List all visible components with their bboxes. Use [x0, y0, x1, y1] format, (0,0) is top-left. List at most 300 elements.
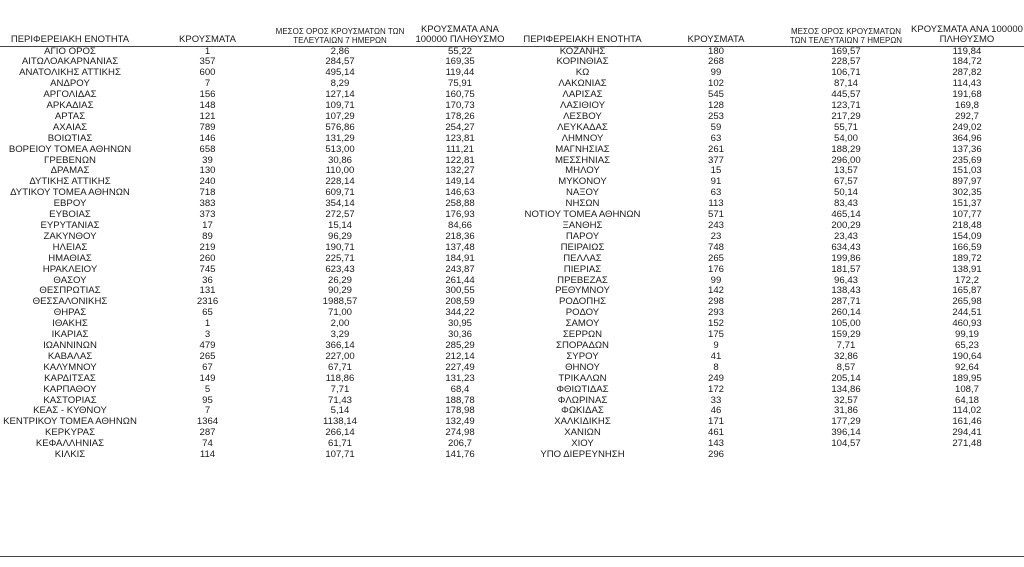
- table-body-right: [515, 46, 1024, 461]
- per100k-cell: 68,4: [450, 384, 470, 395]
- region-cell: ΘΗΡΑΣ: [53, 308, 87, 319]
- region-cell: ΚΑΡΠΑΘΟΥ: [43, 384, 97, 395]
- region-cell: ΑΓΙΟ ΟΡΟΣ: [44, 46, 96, 57]
- per100k-cell: 169,8: [954, 101, 979, 112]
- region-cell: ΧΑΛΚΙΔΙΚΗΣ: [554, 417, 611, 428]
- avg7-cell: 495,14: [325, 68, 355, 79]
- table-row: [0, 232, 515, 243]
- avg7-cell: 634,43: [831, 242, 861, 253]
- avg7-cell: 205,14: [831, 373, 861, 384]
- cases-cell: 748: [707, 242, 724, 253]
- region-cell: ΚΑΣΤΟΡΙΑΣ: [43, 395, 97, 406]
- table-row: [515, 232, 1024, 243]
- per100k-cell: 189,72: [952, 253, 982, 264]
- cases-cell: 377: [707, 155, 724, 166]
- per100k-cell: 300,55: [445, 286, 475, 297]
- cases-cell: 293: [707, 308, 724, 319]
- region-cell: ΠΙΕΡΙΑΣ: [563, 264, 602, 275]
- cases-cell: 3: [204, 330, 211, 341]
- table-row: [515, 286, 1024, 297]
- avg7-cell: 30,86: [327, 155, 352, 166]
- cases-cell: 113: [708, 199, 724, 210]
- table-row: [0, 123, 515, 134]
- region-cell: ΑΡΤΑΣ: [54, 111, 86, 122]
- avg7-cell: 445,57: [831, 90, 861, 101]
- region-cell: ΑΧΑΪΑΣ: [52, 122, 88, 133]
- cases-cell: 89: [202, 231, 213, 242]
- table-row: [0, 385, 515, 396]
- per100k-cell: 265,98: [952, 297, 982, 308]
- avg7-cell: 287,71: [831, 297, 861, 308]
- avg7-cell: 396,14: [831, 428, 861, 439]
- cases-cell: 17: [202, 221, 213, 231]
- region-cell: ΚΕΑΣ - ΚΥΘΝΟΥ: [33, 406, 107, 417]
- table-header-row: [0, 0, 515, 46]
- cases-cell: 253: [707, 111, 724, 122]
- region-cell: ΤΡΙΚΑΛΩΝ: [558, 373, 607, 384]
- avg7-cell: 106,71: [831, 68, 861, 79]
- avg7-cell: 32,57: [833, 395, 858, 406]
- region-cell: ΠΑΡΟΥ: [565, 231, 600, 242]
- avg7-cell: 109,71: [325, 101, 355, 112]
- per100k-cell: 151,37: [952, 199, 982, 210]
- per100k-cell: 131,23: [445, 373, 475, 384]
- table-row: [0, 374, 515, 385]
- region-cell: ΘΕΣΣΑΛΟΝΙΚΗΣ: [32, 297, 108, 308]
- table-row: [0, 145, 515, 156]
- region-cell: ΦΩΚΙΔΑΣ: [561, 406, 604, 417]
- table-row: [0, 297, 515, 308]
- cases-cell: 268: [707, 57, 724, 68]
- per100k-cell: 190,64: [952, 351, 982, 362]
- cases-cell: 176: [707, 264, 724, 275]
- avg7-cell: 1138,14: [323, 417, 357, 428]
- avg7-cell: [782, 450, 910, 461]
- table-row: [515, 134, 1024, 145]
- region-cell: ΚΑΛΥΜΝΟΥ: [43, 362, 97, 373]
- avg7-cell: 71,43: [327, 395, 352, 406]
- avg7-cell: 2,00: [330, 319, 350, 330]
- per100k-cell: 92,64: [954, 362, 979, 373]
- avg7-cell: 13,57: [833, 166, 858, 177]
- per100k-cell: 132,27: [445, 166, 475, 177]
- avg7-cell: 8,29: [330, 79, 350, 90]
- cases-cell: 9: [713, 340, 719, 351]
- table-row: [515, 177, 1024, 188]
- cases-cell: 5: [204, 384, 211, 395]
- cases-cell: 175: [707, 330, 724, 341]
- avg7-cell: 83,43: [833, 199, 858, 210]
- header-avg7: ΜΕΣΟΣ ΟΡΟΣ ΚΡΟΥΣΜΑΤΩΝ ΤΩΝ ΤΕΛΕΥΤΑΙΩΝ 7 ΗΜΕΡΩΝ: [275, 0, 405, 46]
- avg7-cell: 3,29: [330, 330, 350, 341]
- table-row: [515, 363, 1024, 374]
- table-row: [0, 450, 515, 461]
- region-cell: ΒΟΡΕΙΟΥ ΤΟΜΕΑ ΑΘΗΝΩΝ: [8, 144, 132, 155]
- cases-cell: 148: [199, 101, 216, 112]
- cases-cell: 260: [199, 253, 216, 264]
- cases-cell: 243: [707, 221, 724, 231]
- per100k-cell: 344,22: [445, 308, 475, 319]
- region-cell: ΑΡΚΑΔΙΑΣ: [46, 101, 94, 112]
- avg7-cell: 177,29: [831, 417, 861, 428]
- table-row: [0, 363, 515, 374]
- avg7-cell: 217,29: [831, 111, 861, 122]
- cases-cell: 373: [199, 210, 216, 221]
- region-cell: ΗΜΑΘΙΑΣ: [48, 253, 92, 264]
- cases-cell: 383: [199, 199, 216, 210]
- table-row: [0, 68, 515, 79]
- region-cell: ΙΘΑΚΗΣ: [52, 319, 88, 330]
- per100k-cell: 30,36: [447, 330, 472, 341]
- table-row: [0, 210, 515, 221]
- region-cell: ΕΥΡΥΤΑΝΙΑΣ: [40, 221, 100, 231]
- region-cell: ΘΕΣΠΡΩΤΙΑΣ: [39, 286, 101, 297]
- table-row: [515, 123, 1024, 134]
- cases-cell: 298: [707, 297, 724, 308]
- per100k-cell: 176,93: [445, 210, 475, 221]
- table-row: [0, 396, 515, 407]
- cases-cell: 41: [710, 351, 722, 362]
- header-per100k: ΚΡΟΥΣΜΑΤΑ ΑΝΑ 100000 ΠΛΗΘΥΣΜΟ: [910, 0, 1024, 46]
- cases-cell: 99: [710, 68, 722, 79]
- region-cell: ΧΑΝΙΩΝ: [564, 428, 601, 439]
- table-row: [0, 57, 515, 68]
- per100k-cell: 138,91: [952, 264, 982, 275]
- cases-cell: 143: [707, 439, 724, 450]
- table-row: [515, 330, 1024, 341]
- table-row: [515, 79, 1024, 90]
- header-region: ΠΕΡΙΦΕΡΕΙΑΚΗ ΕΝΟΤΗΤΑ: [0, 0, 140, 46]
- cases-cell: 2316: [196, 297, 219, 308]
- per100k-cell: 154,09: [952, 231, 982, 242]
- header-cases: ΚΡΟΥΣΜΑΤΑ: [650, 0, 782, 46]
- avg7-cell: 90,29: [327, 286, 352, 297]
- region-cell: ΔΡΑΜΑΣ: [50, 166, 90, 177]
- table-row: [515, 46, 1024, 57]
- per100k-cell: 84,66: [447, 221, 472, 231]
- avg7-cell: 50,14: [833, 188, 858, 199]
- region-cell: ΚΑΡΔΙΤΣΑΣ: [44, 373, 96, 384]
- region-cell: ΔΥΤΙΚΗΣ ΑΤΤΙΚΗΣ: [29, 177, 111, 188]
- table-row: [515, 450, 1024, 461]
- region-cell: ΙΩΑΝΝΙΝΩΝ: [43, 340, 97, 351]
- region-cell: ΣΑΜΟΥ: [565, 319, 600, 330]
- cases-cell: 95: [202, 395, 213, 406]
- region-cell: ΠΡΕΒΕΖΑΣ: [557, 275, 608, 286]
- region-cell: ΛΕΣΒΟΥ: [563, 111, 602, 122]
- table-row: [0, 439, 515, 450]
- region-cell: ΣΠΟΡΑΔΩΝ: [556, 340, 609, 351]
- region-cell: ΜΑΓΝΗΣΙΑΣ: [555, 144, 610, 155]
- avg7-cell: 23,43: [833, 231, 858, 242]
- cases-cell: 156: [199, 90, 216, 101]
- per100k-cell: 65,23: [954, 340, 979, 351]
- cases-cell: 789: [199, 122, 216, 133]
- region-cell: ΗΡΑΚΛΕΙΟΥ: [42, 264, 98, 275]
- cases-cell: 479: [199, 340, 216, 351]
- avg7-cell: 1988,57: [322, 297, 358, 308]
- avg7-cell: 32,86: [833, 351, 858, 362]
- per100k-cell: 160,75: [445, 90, 475, 101]
- avg7-cell: 96,43: [833, 275, 858, 286]
- region-cell: ΜΕΣΣΗΝΙΑΣ: [554, 155, 611, 166]
- table-row: [515, 374, 1024, 385]
- table-row: [0, 177, 515, 188]
- region-cell: ΑΝΑΤΟΛΙΚΗΣ ΑΤΤΙΚΗΣ: [19, 68, 121, 79]
- avg7-cell: 190,71: [325, 242, 355, 253]
- region-cell: ΣΕΡΡΩΝ: [562, 330, 603, 341]
- cases-cell: 745: [199, 264, 216, 275]
- avg7-cell: 576,86: [325, 122, 355, 133]
- avg7-cell: 67,71: [327, 362, 352, 373]
- avg7-cell: 272,57: [325, 210, 355, 221]
- per100k-cell: 274,98: [445, 428, 475, 439]
- avg7-cell: 284,57: [325, 57, 355, 68]
- per100k-cell: 165,87: [952, 286, 982, 297]
- cases-cell: 131: [199, 286, 216, 297]
- table-row: [0, 243, 515, 254]
- per100k-cell: 55,22: [447, 46, 472, 57]
- cases-cell: 718: [199, 188, 216, 199]
- table-row: [0, 101, 515, 112]
- per100k-cell: 108,7: [954, 384, 979, 395]
- cases-cell: 658: [199, 144, 216, 155]
- avg7-cell: 228,57: [831, 57, 861, 68]
- avg7-cell: 7,71: [836, 340, 856, 351]
- avg7-cell: 118,86: [325, 373, 355, 384]
- table-row: [0, 341, 515, 352]
- table-row: [515, 417, 1024, 428]
- table-row: [0, 308, 515, 319]
- per100k-cell: 119,44: [445, 68, 475, 79]
- cases-cell: 180: [707, 46, 724, 57]
- per100k-cell: 137,48: [445, 242, 475, 253]
- region-cell: ΗΛΕΙΑΣ: [52, 242, 88, 253]
- cases-cell: 91: [710, 177, 722, 188]
- table-row: [0, 406, 515, 417]
- cases-cell: 39: [202, 155, 213, 166]
- avg7-cell: 181,57: [831, 264, 861, 275]
- cases-cell: 36: [202, 275, 213, 286]
- per100k-cell: 114,02: [952, 406, 982, 417]
- region-cell: ΛΑΚΩΝΙΑΣ: [558, 79, 607, 90]
- per100k-cell: 218,48: [952, 221, 982, 231]
- table-row: [515, 308, 1024, 319]
- per100k-cell: 254,27: [445, 122, 475, 133]
- per100k-cell: 64,18: [954, 395, 979, 406]
- cases-cell: 152: [707, 319, 724, 330]
- region-cell: ΣΥΡΟΥ: [566, 351, 599, 362]
- per100k-cell: 294,41: [952, 428, 982, 439]
- region-cell: ΝΗΣΩΝ: [565, 199, 600, 210]
- table-row: [515, 210, 1024, 221]
- per100k-cell: 258,88: [445, 199, 475, 210]
- region-cell: ΡΕΘΥΜΝΟΥ: [555, 286, 610, 297]
- cases-table-right: [515, 0, 1024, 461]
- per100k-cell: 302,35: [952, 188, 982, 199]
- cases-cell: 571: [707, 210, 724, 221]
- cases-cell: 240: [199, 177, 216, 188]
- avg7-cell: 131,29: [325, 133, 355, 144]
- cases-cell: 600: [199, 68, 216, 79]
- region-cell: ΕΒΡΟΥ: [53, 199, 87, 210]
- cases-cell: 7: [204, 79, 211, 90]
- avg7-cell: 96,29: [327, 231, 352, 242]
- avg7-cell: 7,71: [330, 384, 350, 395]
- cases-cell: 146: [199, 133, 216, 144]
- cases-cell: 265: [707, 253, 724, 264]
- cases-cell: 74: [202, 439, 213, 450]
- region-cell: ΚΕΡΚΥΡΑΣ: [44, 428, 95, 439]
- table-row: [515, 265, 1024, 276]
- region-cell: ΛΑΡΙΣΑΣ: [562, 90, 603, 101]
- region-cell: ΚΟΡΙΝΘΙΑΣ: [556, 57, 609, 68]
- per100k-cell: 244,51: [952, 308, 982, 319]
- region-cell: ΑΝΔΡΟΥ: [50, 79, 90, 90]
- per100k-cell: 178,98: [445, 406, 475, 417]
- region-cell: ΑΙΤΩΛΟΑΚΑΡΝΑΝΙΑΣ: [21, 57, 119, 68]
- cases-cell: 102: [707, 79, 724, 90]
- per100k-cell: 212,14: [445, 351, 475, 362]
- per100k-cell: 364,96: [952, 133, 982, 144]
- cases-cell: 287: [199, 428, 216, 439]
- table-row: [515, 68, 1024, 79]
- avg7-cell: 366,14: [325, 340, 355, 351]
- per100k-cell: 271,48: [952, 439, 982, 450]
- table-row: [0, 134, 515, 145]
- region-cell: ΛΗΜΝΟΥ: [561, 133, 604, 144]
- cases-cell: 296: [707, 450, 724, 461]
- avg7-cell: 71,00: [327, 308, 352, 319]
- table-row: [515, 428, 1024, 439]
- per100k-cell: 287,82: [952, 68, 982, 79]
- per100k-cell: 897,97: [952, 177, 982, 188]
- cases-cell: 142: [707, 286, 724, 297]
- per100k-cell: 146,63: [445, 188, 475, 199]
- cases-cell: 114: [199, 450, 216, 461]
- avg7-cell: 8,57: [836, 362, 856, 373]
- region-cell: ΜΗΛΟΥ: [565, 166, 600, 177]
- avg7-cell: 110,00: [325, 166, 355, 177]
- per100k-cell: 208,59: [445, 297, 475, 308]
- avg7-cell: 107,29: [325, 111, 355, 122]
- avg7-cell: 159,29: [831, 330, 861, 341]
- region-cell: ΑΡΓΟΛΙΔΑΣ: [43, 90, 97, 101]
- per100k-cell: 172,2: [954, 275, 979, 286]
- per100k-cell: 132,49: [445, 417, 475, 428]
- per100k-cell: 184,72: [952, 57, 982, 68]
- avg7-cell: 199,86: [831, 253, 861, 264]
- per100k-cell: 235,69: [952, 155, 982, 166]
- per100k-cell: 249,02: [952, 122, 982, 133]
- avg7-cell: 15,14: [327, 221, 352, 231]
- cases-cell: 171: [707, 417, 724, 428]
- region-cell: ΚΩ: [575, 68, 590, 79]
- per100k-cell: 119,84: [952, 46, 982, 57]
- avg7-cell: 107,71: [325, 450, 355, 461]
- cases-cell: 545: [707, 90, 724, 101]
- region-cell: ΠΕΙΡΑΙΩΣ: [560, 242, 605, 253]
- table-row: [0, 79, 515, 90]
- cases-cell: 249: [707, 373, 724, 384]
- cases-cell: 130: [199, 166, 216, 177]
- avg7-cell: 354,14: [325, 199, 355, 210]
- per100k-cell: 188,78: [445, 395, 475, 406]
- table-row: [515, 352, 1024, 363]
- cases-cell: 67: [202, 362, 213, 373]
- per100k-cell: 107,77: [952, 210, 982, 221]
- table-row: [0, 352, 515, 363]
- avg7-cell: 134,86: [831, 384, 861, 395]
- region-cell: ΚΑΒΑΛΑΣ: [47, 351, 93, 362]
- cases-cell: 149: [199, 373, 216, 384]
- per100k-cell: 218,36: [445, 231, 475, 242]
- table-row: [515, 396, 1024, 407]
- table-row: [515, 156, 1024, 167]
- per100k-cell: 261,44: [445, 275, 475, 286]
- table-row: [0, 428, 515, 439]
- region-cell: ΚΕΦΑΛΛΗΝΙΑΣ: [35, 439, 105, 450]
- cases-cell: 15: [710, 166, 722, 177]
- cases-cell: 7: [204, 406, 211, 417]
- avg7-cell: 104,57: [831, 439, 861, 450]
- region-cell: ΚΕΝΤΡΙΚΟΥ ΤΟΜΕΑ ΑΘΗΝΩΝ: [3, 417, 137, 428]
- cases-cell: 261: [707, 144, 724, 155]
- cases-cell: 461: [707, 428, 724, 439]
- table-row: [515, 145, 1024, 156]
- cases-cell: 1364: [196, 417, 219, 428]
- avg7-cell: 609,71: [325, 188, 355, 199]
- per100k-cell: 75,91: [447, 79, 472, 90]
- cases-cell: 265: [199, 351, 216, 362]
- per100k-cell: 123,81: [445, 133, 475, 144]
- cases-cell: 121: [199, 111, 216, 122]
- table-row: [515, 341, 1024, 352]
- region-cell: ΠΕΛΛΑΣ: [563, 253, 602, 264]
- table-row: [0, 417, 515, 428]
- table-row: [515, 385, 1024, 396]
- cases-cell: 99: [710, 275, 722, 286]
- region-cell: ΞΑΝΘΗΣ: [562, 221, 603, 231]
- per100k-cell: 149,14: [445, 177, 475, 188]
- per100k-cell: 137,36: [952, 144, 982, 155]
- bottom-divider: [0, 556, 1024, 557]
- region-cell: ΚΙΛΚΙΣ: [54, 450, 86, 461]
- per100k-cell: 141,76: [445, 450, 475, 461]
- per100k-cell: 460,93: [952, 319, 982, 330]
- region-cell: ΡΟΔΟΥ: [565, 308, 600, 319]
- table-row: [0, 156, 515, 167]
- avg7-cell: 225,71: [325, 253, 355, 264]
- per100k-cell: 161,46: [952, 417, 982, 428]
- cases-cell: 357: [199, 57, 216, 68]
- avg7-cell: 54,00: [833, 133, 858, 144]
- per100k-cell: 111,21: [446, 144, 474, 155]
- avg7-cell: 465,14: [831, 210, 861, 221]
- region-cell: ΥΠΟ ΔΙΕΡΕΥΝΗΣΗ: [540, 450, 625, 461]
- avg7-cell: 227,00: [325, 351, 355, 362]
- cases-cell: 219: [199, 242, 216, 253]
- region-cell: ΡΟΔΟΠΗΣ: [558, 297, 607, 308]
- avg7-cell: 55,71: [833, 122, 858, 133]
- avg7-cell: 169,57: [831, 46, 861, 57]
- avg7-cell: 138,43: [831, 286, 861, 297]
- region-cell: ΦΘΙΩΤΙΔΑΣ: [556, 384, 609, 395]
- cases-cell: 1: [204, 46, 211, 57]
- region-cell: ΖΑΚΥΝΘΟΥ: [43, 231, 97, 242]
- table-row: [515, 166, 1024, 177]
- avg7-cell: 513,00: [325, 144, 355, 155]
